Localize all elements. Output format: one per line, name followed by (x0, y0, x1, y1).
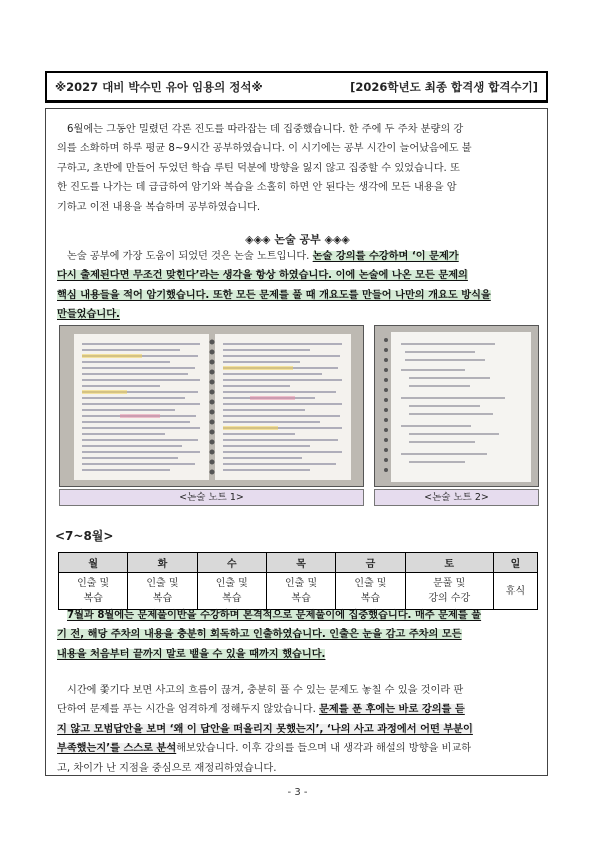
day-header: 금 (336, 553, 405, 573)
schedule-cell: 인출 및 복습 (128, 573, 197, 610)
essay-note-photo-1 (59, 325, 364, 487)
time-line-4-emphasis: 부족했는지’를 스스로 분석 (57, 743, 177, 755)
weekly-schedule-table (58, 552, 538, 610)
day-header: 수 (197, 553, 266, 573)
header-left-title: ※2027 대비 박수민 유아 임용의 정석※ (55, 79, 263, 94)
document-header (45, 71, 548, 103)
time-line-2-plain: 단하여 문제를 푸는 시간을 엄격하게 정해두지 않았습니다. (57, 704, 320, 716)
section-title-essay: ◈◈◈ 논술 공부 ◈◈◈ (245, 233, 350, 246)
time-paragraph (57, 681, 539, 778)
notebook-open-image (60, 326, 363, 486)
intro-line: 구하고, 초반에 만들어 두었던 학습 루틴 덕분에 방향을 잃지 않고 집중할 수 있었습니다. 또 (57, 162, 460, 174)
essay-line2-emphasis: 다시 출제된다면 무조건 맞힌다’라는 생각을 항상 하였습니다. 이에 논술에 나온 모든 문제의 (57, 270, 468, 282)
essay-line1-emphasis: 논술 강의를 수강하며 ‘이 문제가 (312, 251, 459, 262)
time-line-3-emphasis: 지 않고 모범답안을 보며 ‘왜 이 답안을 떠올리지 못했는지’, ‘나의 사고 과정에서 어떤 부분이 (57, 723, 473, 735)
essay-note-photo-2 (374, 325, 539, 487)
time-line-4-plain: 해보았습니다. 이후 강의를 들으며 내 생각과 해설의 방향을 비교하 (176, 743, 472, 755)
schedule-cell: 문풀 및 강의 수강 (405, 573, 493, 610)
schedule-cell: 인출 및 복습 (266, 573, 335, 610)
summer-line: 내용을 처음부터 끝까지 말로 뱉을 수 있을 때까지 했습니다. (57, 648, 326, 660)
page-number: - 3 - (287, 787, 308, 798)
intro-line: 한 진도를 나가는 데 급급하여 암기와 복습을 소홀히 하면 안 된다는 생각에 모든 내용을 암 (57, 182, 457, 194)
essay-line3-emphasis: 핵심 내용들을 적어 암기했습니다. 또한 모든 문제를 풀 때 개요도를 만들어 나만의 개요도 방식을 (57, 289, 491, 301)
schedule-body-row (59, 573, 538, 610)
photo-caption-1: <논술 노트 1> (59, 489, 364, 506)
summer-paragraph (57, 606, 539, 664)
intro-line: 기하고 이전 내용을 복습하며 공부하였습니다. (57, 201, 261, 213)
day-header: 화 (128, 553, 197, 573)
day-header: 토 (405, 553, 493, 573)
intro-line: 6월에는 그동안 밀렸던 각론 진도를 따라잡는 데 집중했습니다. 한 주에 두 주차 분량의 강 (67, 124, 464, 135)
photo-caption-2: <논술 노트 2> (374, 489, 539, 506)
essay-line1-plain: 논술 공부에 가장 도움이 되었던 것은 논술 노트입니다. (67, 251, 313, 262)
time-line-2-emphasis: 문제를 푼 후에는 바로 강의를 듣 (319, 704, 465, 716)
schedule-cell: 인출 및 복습 (336, 573, 405, 610)
essay-line4-emphasis: 만들었습니다. (57, 309, 120, 321)
notebook-page-image (375, 326, 538, 486)
schedule-heading: <7~8월> (55, 529, 114, 543)
schedule-cell: 휴식 (493, 573, 537, 610)
time-line-1: 시간에 쫓기다 보면 사고의 흐름이 끊겨, 충분히 풀 수 있는 문제도 놓칠 수 있을 것이라 판 (67, 685, 464, 696)
summer-line: 기 전, 해당 주차의 내용을 충분히 회독하고 인출하였습니다. 인출은 눈을 감고 주차의 모든 (57, 629, 462, 641)
day-header: 목 (266, 553, 335, 573)
time-line-5: 고, 차이가 난 지점을 중심으로 재정리하였습니다. (57, 762, 277, 774)
schedule-cell: 인출 및 복습 (197, 573, 266, 610)
essay-paragraph (57, 247, 539, 325)
intro-line: 의를 소화하며 하루 평균 8~9시간 공부하였습니다. 이 시기에는 공부 시간이 늘어났음에도 불 (57, 143, 472, 155)
schedule-header-row (59, 553, 538, 573)
schedule-cell: 인출 및 복습 (59, 573, 128, 610)
day-header: 일 (493, 553, 537, 573)
day-header: 월 (59, 553, 128, 573)
header-right-title: [2026학년도 최종 합격생 합격수기] (350, 79, 538, 94)
summer-line: 7월과 8월에는 문제풀이반을 수강하며 본격적으로 문제풀이에 집중했습니다. 매주 문제를 풀 (67, 610, 482, 621)
intro-paragraph (57, 120, 539, 217)
